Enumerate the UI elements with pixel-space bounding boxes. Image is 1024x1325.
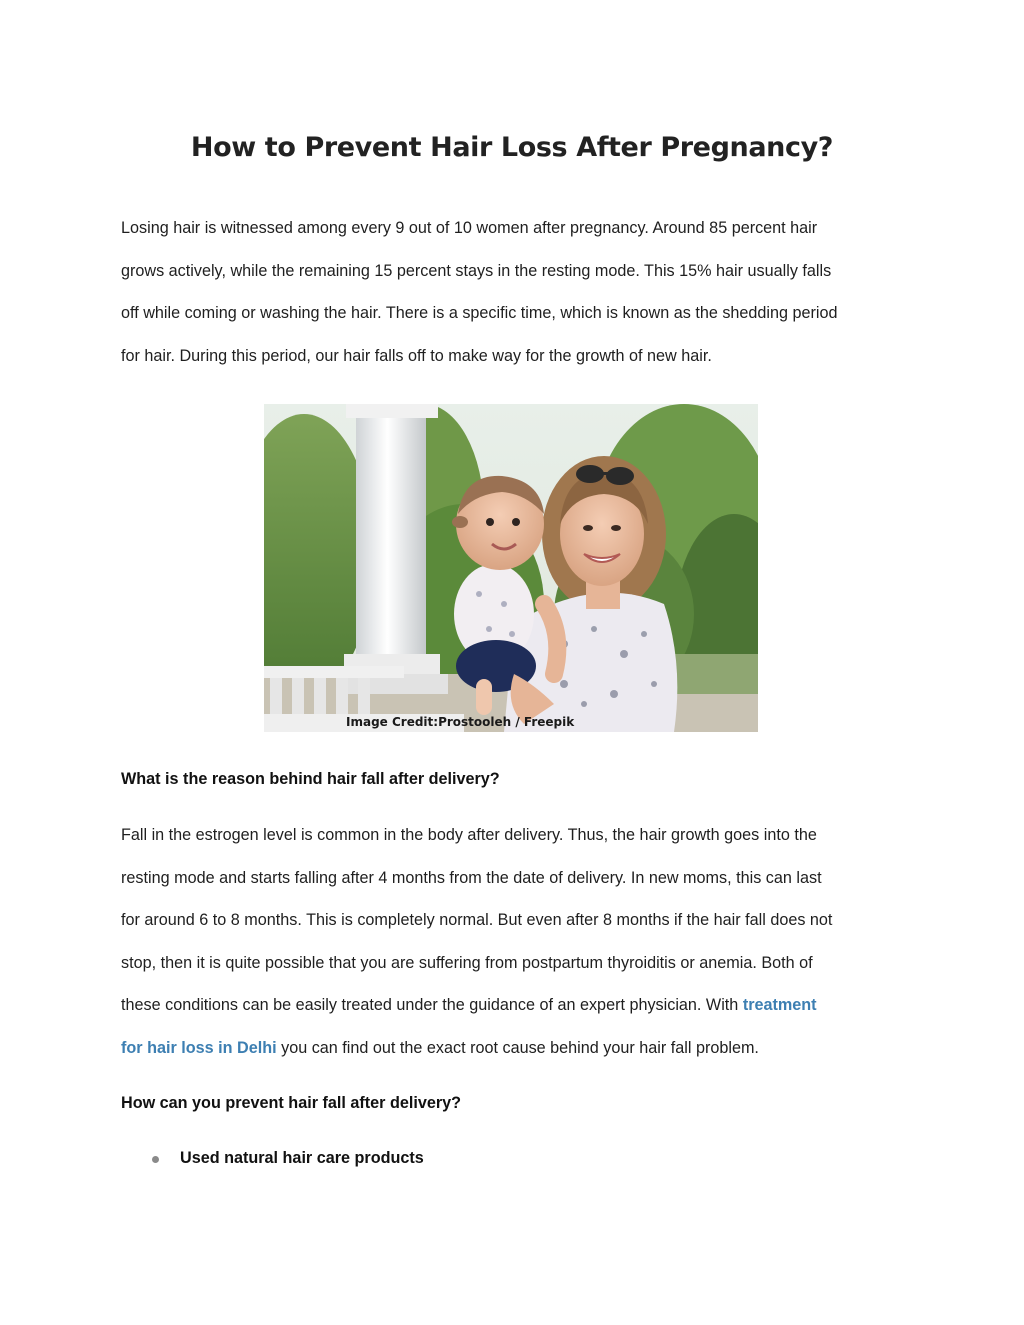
article-title: How to Prevent Hair Loss After Pregnancy?: [190, 132, 834, 163]
intro-line: off while coming or washing the hair. There is a specific time, which is known as the shedding period: [121, 304, 838, 323]
reason-line-text: these conditions can be easily treated under the guidance of an expert physician. With: [121, 996, 743, 1015]
mother-baby-photo: [264, 404, 758, 732]
reason-paragraph: [121, 814, 911, 1070]
reason-line: Fall in the estrogen level is common in the body after delivery. Thus, the hair growth goes into the: [121, 826, 817, 844]
intro-line: Losing hair is witnessed among every 9 out of 10 women after pregnancy. Around 85 percent hair: [121, 219, 818, 237]
intro-line: for hair. During this period, our hair falls off to make way for the growth of new hair.: [121, 346, 712, 365]
list-item: [152, 1149, 424, 1168]
reason-line: stop, then it is quite possible that you are suffering from postpartum thyroiditis or anemia. Both of: [121, 953, 813, 972]
image-credit: Image Credit:Prostooleh / Freepik: [346, 715, 575, 729]
reason-line-text: you can find out the exact root cause behind your hair fall problem.: [276, 1038, 759, 1057]
treatment-link[interactable]: treatment: [742, 996, 817, 1015]
section-heading-reason: What is the reason behind hair fall after delivery?: [121, 770, 500, 788]
bullet-icon: [152, 1156, 159, 1163]
reason-line: [121, 1027, 911, 1070]
reason-line: resting mode and starts falling after 4 months from the date of delivery. In new moms, this can last: [121, 868, 822, 887]
treatment-link-continued[interactable]: for hair loss in Delhi: [121, 1038, 277, 1057]
intro-paragraph: [121, 207, 911, 377]
photo-illustration: [264, 404, 758, 732]
reason-line: for around 6 to 8 months. This is completely normal. But even after 8 months if the hair fall does not: [121, 911, 833, 930]
section-heading-prevent: How can you prevent hair fall after delivery?: [121, 1094, 462, 1112]
reason-line: [121, 984, 911, 1027]
list-item-label: Used natural hair care products: [180, 1149, 424, 1167]
intro-line: grows actively, while the remaining 15 percent stays in the resting mode. This 15% hair usually falls: [121, 261, 832, 280]
